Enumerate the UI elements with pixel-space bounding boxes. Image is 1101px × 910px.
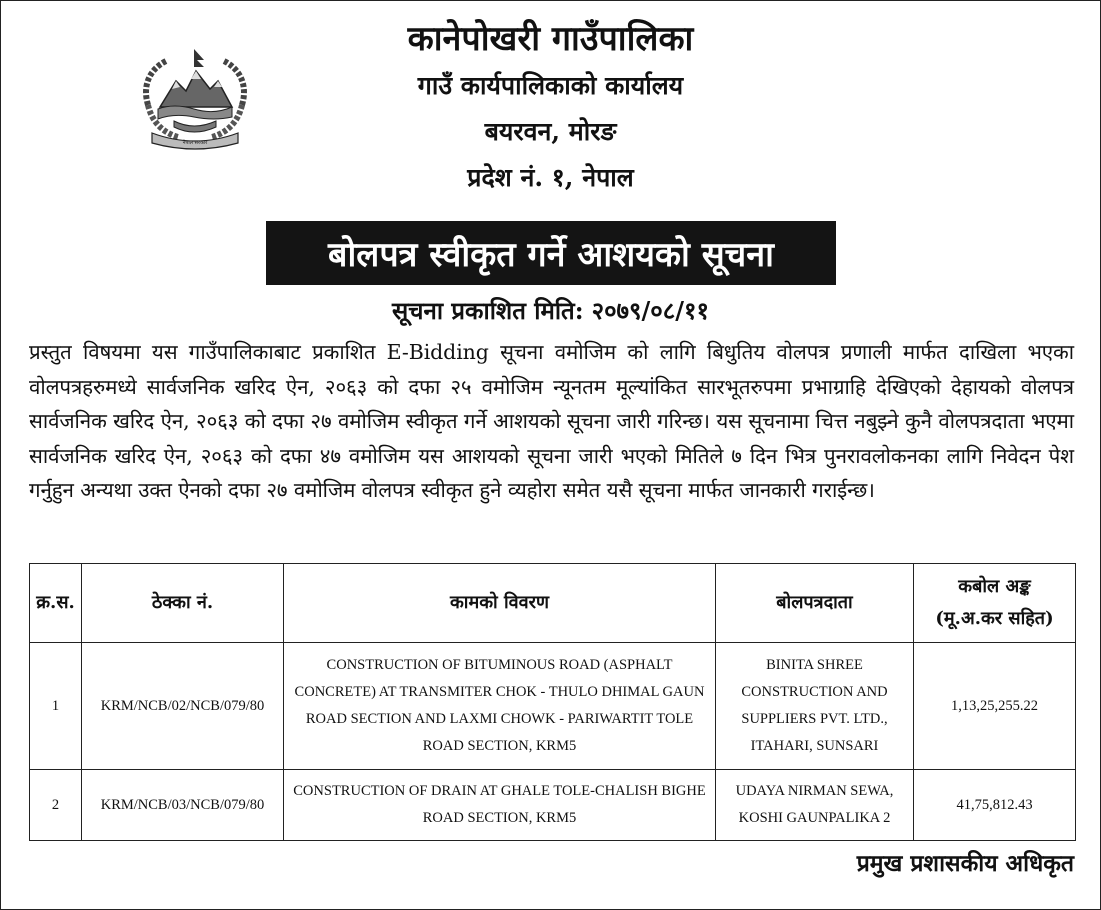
- header-description: कामको विवरण: [284, 564, 716, 643]
- publication-date-label: सूचना प्रकाशित मिति:: [392, 296, 584, 325]
- table-header-row: [30, 564, 1076, 643]
- publication-date-value: २०७९/०८/११: [591, 296, 709, 325]
- table-row: [30, 770, 1076, 841]
- cell-contract-no: KRM/NCB/03/NCB/079/80: [82, 770, 284, 841]
- letterhead: [1, 15, 1100, 201]
- header-amount-line1: कबोल अङ्क: [958, 576, 1031, 597]
- cell-contract-no: KRM/NCB/02/NCB/079/80: [82, 643, 284, 770]
- svg-text:नेपाल सरकार: नेपाल सरकार: [182, 140, 208, 146]
- notice-body: प्रस्तुत विषयमा यस गाउँपालिकाबाट प्रकाशित E-Bidding सूचना वमोजिम को लागि बिधुतिय वोलपत्र प्रणाली मार्फत दाखिला भएका वोलपत्रहरुमध्ये सार्वजनिक खरिद ऐन, २०६३ को दफा २५ वमोजिम न्यूनतम मूल्यांकित सारभूतरुपमा प्रभाग्राहि देखिएको देहायको वोलपत्र सार्वजनिक खरिद ऐन, २०६३ को दफा २७ वमोजिम स्वीकृत गर्ने आशयको सूचना जारी गरिन्छ। यस सूचनामा चित्त नबुझ्ने कुनै वोलपत्रदाता भएमा सार्वजनिक खरिद ऐन, २०६३ को दफा ४७ वमोजिम यस आशयको सूचना जारी भएको मितिले ७ दिन भित्र पुनरावलोकनका लागि निवेदन पेश गर्नुहुन अन्यथा उक्त ऐनको दफा २७ वमोजिम वोलपत्र स्वीकृत हुने व्यहोरा समेत यसै सूचना मार्फत जानकारी गराईन्छ।: [29, 340, 1074, 502]
- award-table: [29, 563, 1076, 841]
- header-amount: [914, 564, 1076, 643]
- header-bidder: बोलपत्रदाता: [716, 564, 914, 643]
- cell-amount: 41,75,812.43: [914, 770, 1076, 841]
- header-amount-line2: (मू.अ.कर सहित): [935, 608, 1054, 629]
- cell-description: CONSTRUCTION OF BITUMINOUS ROAD (ASPHALT CONCRETE) AT TRANSMITER CHOK - THULO DHIMAL GAUN ROAD SECTION AND LAXMI CHOWK - PARIWARTIT TOLE ROAD SECTION, KRM5: [284, 643, 716, 770]
- notice-title: [266, 221, 836, 285]
- province-line: प्रदेश नं. १, नेपाल: [467, 163, 634, 192]
- notice-title-text: बोलपत्र स्वीकृत गर्ने आशयको सूचना: [328, 235, 774, 275]
- office-address: बयरवन, मोरङ: [484, 117, 617, 146]
- header-contract-no: ठेक्का नं.: [82, 564, 284, 643]
- cell-bidder: UDAYA NIRMAN SEWA, KOSHI GAUNPALIKA 2: [716, 770, 914, 841]
- cell-amount: 1,13,25,255.22: [914, 643, 1076, 770]
- cell-description: CONSTRUCTION OF DRAIN AT GHALE TOLE-CHALISH BIGHE ROAD SECTION, KRM5: [284, 770, 716, 841]
- header-sn: क्र.स.: [30, 564, 82, 643]
- municipality-name: कानेपोखरी गाउँपालिका: [407, 19, 694, 59]
- cell-sn: 1: [30, 643, 82, 770]
- table-row: [30, 643, 1076, 770]
- cell-sn: 2: [30, 770, 82, 841]
- office-name: गाउँ कार्यपालिकाको कार्यालय: [417, 71, 684, 100]
- publication-date: [1, 293, 1100, 329]
- cell-bidder: BINITA SHREE CONSTRUCTION AND SUPPLIERS PVT. LTD., ITAHARI, SUNSARI: [716, 643, 914, 770]
- signatory-title: प्रमुख प्रशासकीय अधिकृत: [856, 850, 1074, 877]
